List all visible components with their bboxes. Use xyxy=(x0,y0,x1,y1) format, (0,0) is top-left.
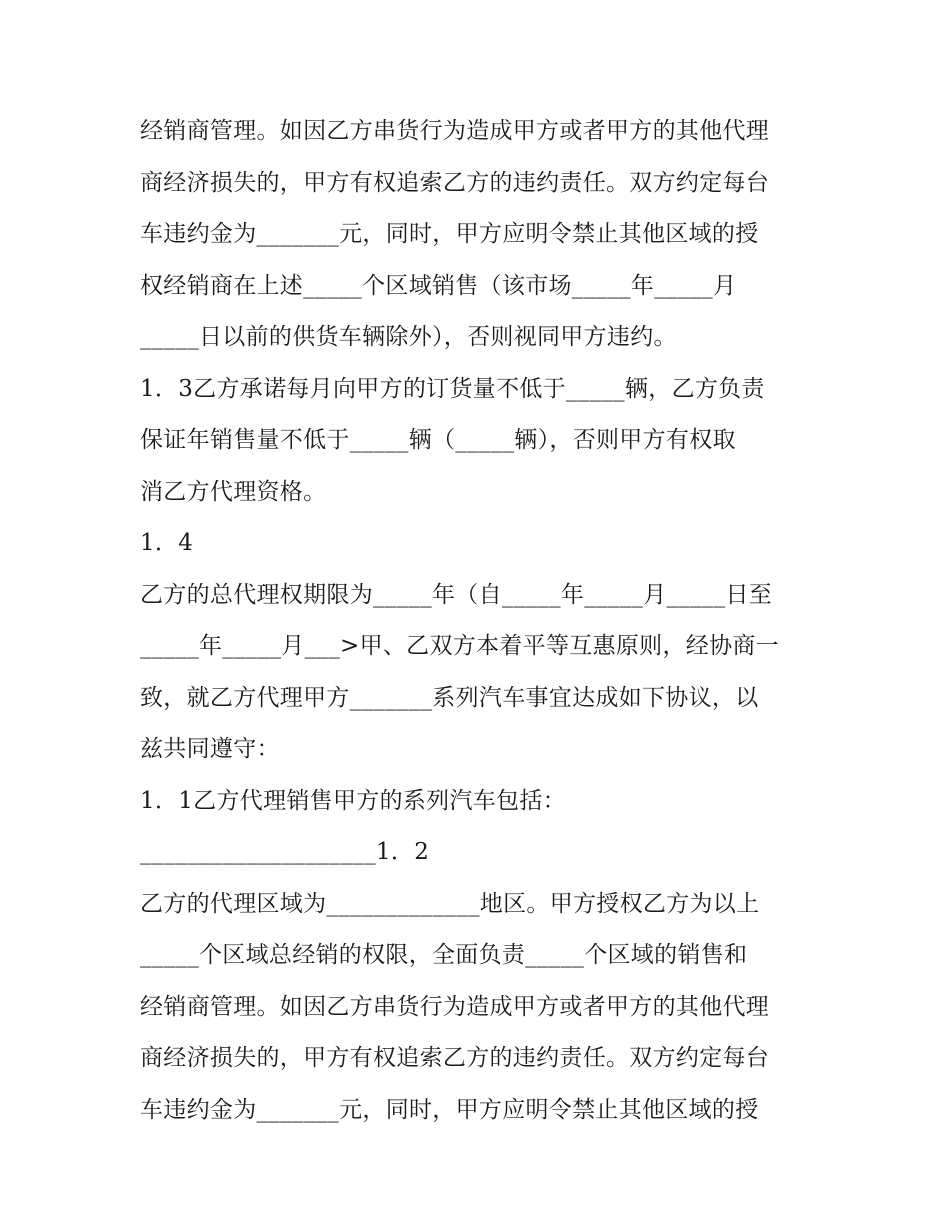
clause-1-2-line: ____________________1．2 xyxy=(140,839,430,865)
text-line: _____个区域总经销的权限，全面负责_____个区域的销售和 xyxy=(140,942,748,968)
text-line: 经销商管理。如因乙方串货行为造成甲方或者甲方的其他代理 xyxy=(140,118,770,144)
text-line: 车违约金为_______元，同时，甲方应明令禁止其他区域的授 xyxy=(140,1096,759,1123)
text-line: _____日以前的供货车辆除外），否则视同甲方违约。 xyxy=(140,324,677,350)
document-body xyxy=(140,106,830,1136)
text-line: _____年_____月___>甲、乙双方本着平等互惠原则，经协商一 xyxy=(140,633,779,659)
text-line: 权经销商在上述_____个区域销售（该市场_____年_____月 xyxy=(140,272,737,299)
text-line: 经销商管理。如因乙方串货行为造成甲方或者甲方的其他代理 xyxy=(140,993,770,1020)
clause-1-4-heading: 1．4 xyxy=(140,530,194,556)
clause-1-1-line: 1．1乙方代理销售甲方的系列汽车包括： xyxy=(140,787,566,814)
text-line: 兹共同遵守： xyxy=(140,736,280,762)
text-line: 致，就乙方代理甲方_______系列汽车事宜达成如下协议，以 xyxy=(140,684,759,711)
clause-1-3-line: 1．3乙方承诺每月向甲方的订货量不低于_____辆，乙方负责 xyxy=(140,375,765,402)
text-line: 商经济损失的，甲方有权追索乙方的违约责任。双方约定每台 xyxy=(140,1045,770,1071)
text-line: 乙方的代理区域为_____________地区。甲方授权乙方为以上 xyxy=(140,890,760,917)
text-line: 消乙方代理资格。 xyxy=(140,478,327,505)
text-line: 商经济损失的，甲方有权追索乙方的违约责任。双方约定每台 xyxy=(140,169,770,196)
text-line: 乙方的总代理权期限为_____年（自_____年_____月_____日至 xyxy=(140,581,773,608)
text-line: 车违约金为_______元，同时，甲方应明令禁止其他区域的授 xyxy=(140,221,759,247)
text-line: 保证年销售量不低于_____辆（_____辆），否则甲方有权取 xyxy=(140,427,736,453)
